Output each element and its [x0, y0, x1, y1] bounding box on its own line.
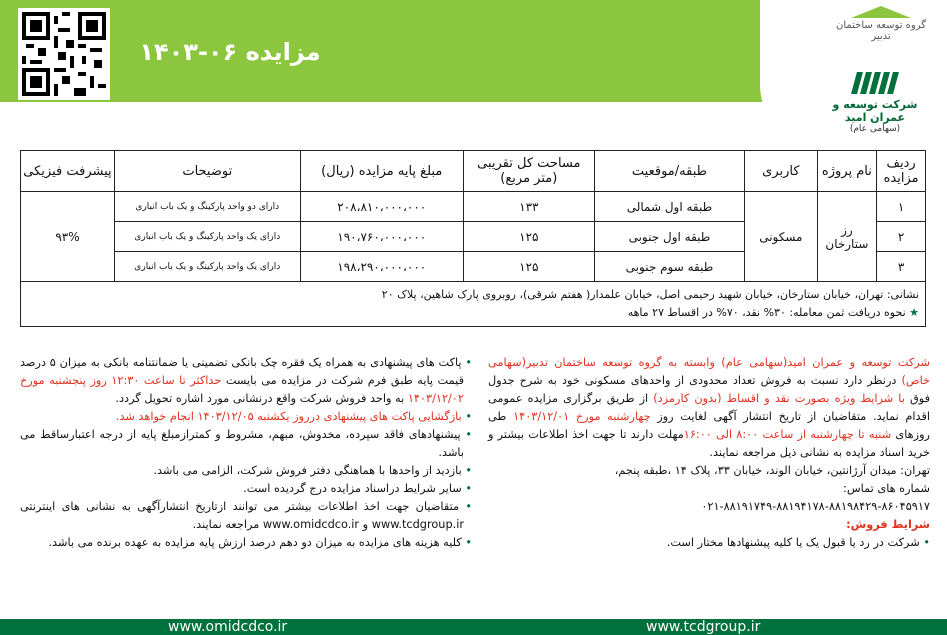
- auction-table: [20, 150, 926, 327]
- envelope-text: پاکت های پیشنهادی به همراه یک فقره چک بانکی تضمینی یا ضمانتنامه بانکی به میزان ۵ درصد قیمت پایه طبق فرم شرکت در مزایده می بایست: [20, 356, 464, 387]
- condition-item: • شرکت در رد یا قبول یک یا کلیه پیشنهادها مختار است.: [488, 534, 930, 552]
- table-row: [21, 192, 926, 222]
- address: نشانی: تهران، خیابان ستارخان، خیابان شهید رحیمی اصل، خیابان علمدار( هفتم شرقی)، روبروی پارک شاهین، پلاک ۲۰: [381, 288, 919, 301]
- col-floor: طبقه/موقعیت: [594, 151, 744, 192]
- conditions-label: شرایط فروش:: [846, 518, 930, 531]
- area: ۱۲۵: [463, 252, 594, 282]
- deadline-date: چهارشنبه مورخ ۱۴۰۳/۱۲/۰۱: [513, 410, 651, 423]
- star-icon: ★: [905, 306, 919, 319]
- tcdgroup-link[interactable]: www.tcdgroup.ir: [371, 518, 464, 531]
- submission-deadline: حداکثر تا ساعت ۱۲:۳۰ روز پنجشنبه مورخ ۱۴۰۳/۱۲/۰۲: [20, 374, 464, 405]
- price: ۲۰۸،۸۱۰،۰۰۰،۰۰۰: [300, 192, 463, 222]
- omid-logo: [820, 72, 930, 142]
- intro-text-2: از طریق برگزاری مزایده عمومی اقدام نماید. متقاضیان از تاریخ انتشار آگهی لغایت روز: [488, 392, 931, 423]
- col-progress: پیشرفت فیزیکی: [21, 151, 115, 192]
- floor: طبقه سوم جنوبی: [594, 252, 744, 282]
- intro-text: درنظر دارد نسبت به فروش تعداد محدودی از واحدهای مسکونی خود به شرح جدول فوق: [488, 374, 930, 405]
- col-area: مساحت کل تقریبی (متر مربع): [463, 151, 594, 192]
- project-name: رز ستارخان: [817, 192, 877, 282]
- footer-link-tcdgroup[interactable]: www.tcdgroup.ir: [646, 619, 761, 635]
- price: ۱۹۰،۷۶۰،۰۰۰،۰۰۰: [300, 222, 463, 252]
- floor: طبقه اول شمالی: [594, 192, 744, 222]
- condition-item: • پیشنهادهای فاقد سپرده، مخدوش، مبهم، مشروط و کمتراز‌مبلغ پایه از درجه اعتبارساقط می باشد.: [20, 426, 472, 462]
- special-terms: با شرایط ویژه بصورت نقد و اقساط (بدون کارمزد): [653, 392, 905, 405]
- row-no: ۲: [877, 222, 926, 252]
- info-text-2: مراجعه نمایند.: [192, 518, 263, 531]
- description: دارای دو واحد پارکینگ و یک باب انباری: [114, 192, 300, 222]
- info-text: متقاضیان جهت اخذ اطلاعات بیشتر می توانند ازتاریخ انتشارآگهی به نشانی های اینترنتی: [20, 500, 460, 513]
- row-no: ۳: [877, 252, 926, 282]
- phones-label: شماره های تماس:: [843, 482, 930, 495]
- col-desc: توضیحات: [114, 151, 300, 192]
- page-title: مزایده ۰۶-۱۴۰۳: [139, 38, 321, 66]
- col-row-no: ردیف مزایده: [877, 151, 926, 192]
- condition-item: • بازدید از واحدها با هماهنگی دفتر فروش شرکت، الزامی می باشد.: [20, 462, 472, 480]
- footer-link-omidcdco[interactable]: www.omidcdco.ir: [168, 619, 288, 635]
- col-price: مبلغ پایه مزایده (ریال): [300, 151, 463, 192]
- usage: مسکونی: [745, 192, 817, 282]
- condition-item: • کلیه هزینه های مزایده به میزان دو دهم درصد ارزش پایه مزایده به عهده برنده می باشد.: [20, 534, 472, 552]
- payment-terms: نحوه دریافت ثمن معامله: ۳۰% نقد، ۷۰% در اقساط ۲۷ ماهه: [627, 306, 906, 319]
- address-row: [21, 282, 926, 327]
- tadbir-logo-name: گروه توسعه ساختمان تدبیر: [835, 20, 926, 42]
- condition-item: [20, 354, 472, 408]
- intro-text-3: طی روزهای: [488, 410, 930, 441]
- floor: طبقه اول جنوبی: [594, 222, 744, 252]
- table-header-row: [21, 151, 926, 192]
- condition-item: [20, 498, 472, 534]
- description: دارای یک واحد پارکینگ و یک باب انباری: [114, 222, 300, 252]
- qr-code[interactable]: [18, 8, 110, 100]
- progress: ۹۳%: [21, 192, 115, 282]
- omid-logo-name: شرکت توسعه و عمران امید: [832, 98, 918, 124]
- roof-icon: [851, 6, 911, 18]
- header-banner: [0, 0, 947, 145]
- office-address: تهران: میدان آرژانتین، خیابان الوند، خیابان ۳۳، پلاک ۱۴ ،طبقه پنجم،: [614, 464, 930, 477]
- col-project: نام پروژه: [817, 151, 877, 192]
- phones[interactable]: ۰۲۱-۸۸۱۹۱۷۴۹-۸۸۱۹۴۱۷۸-۸۸۱۹۸۴۲۹-۸۶۰۴۵۹۱۷: [701, 500, 930, 513]
- col-usage: کاربری: [745, 151, 817, 192]
- envelope-text-2: به واحد فروش شرکت واقع درنشانی مورد اشاره تحویل گردد.: [115, 392, 408, 405]
- bars-icon: [820, 72, 930, 94]
- price: ۱۹۸،۲۹۰،۰۰۰،۰۰۰: [300, 252, 463, 282]
- company-name: شرکت توسعه و عمران امید(سهامی عام) وابسته به گروه توسعه ساختمان تدبیر(سهامی خاص): [488, 356, 930, 387]
- area: ۱۲۵: [463, 222, 594, 252]
- address-cell: [21, 282, 926, 327]
- green-band: [0, 0, 800, 102]
- intro-paragraph: [488, 354, 930, 462]
- and-text: و: [359, 518, 372, 531]
- area: ۱۳۳: [463, 192, 594, 222]
- office-hours: شنبه تا چهارشنبه از ساعت ۸:۰۰ الی ۱۶:۰۰: [683, 428, 892, 441]
- tadbir-logo: [828, 6, 934, 46]
- omidcdco-link[interactable]: www.omidcdco.ir: [262, 518, 360, 531]
- body-text: [20, 354, 930, 619]
- footer: [0, 619, 947, 635]
- intro-text-4: مهلت دارند تا جهت اخذ اطلاعات بیشتر و خرید اسناد مزایده به نشانی ذیل مراجعه نمایند.: [488, 428, 930, 459]
- right-column: [488, 354, 930, 552]
- opening-date: • بازگشایی پاکت های پیشنهادی درروز یکشنبه ۱۴۰۳/۱۲/۰۵ انجام خواهد شد.: [20, 408, 472, 426]
- description: دارای یک واحد پارکینگ و یک باب انباری: [114, 252, 300, 282]
- row-no: ۱: [877, 192, 926, 222]
- left-column: [20, 354, 472, 552]
- condition-item: • سایر شرایط دراسناد مزایده درج گردیده است.: [20, 480, 472, 498]
- omid-logo-sub: (سهامی عام): [849, 124, 901, 134]
